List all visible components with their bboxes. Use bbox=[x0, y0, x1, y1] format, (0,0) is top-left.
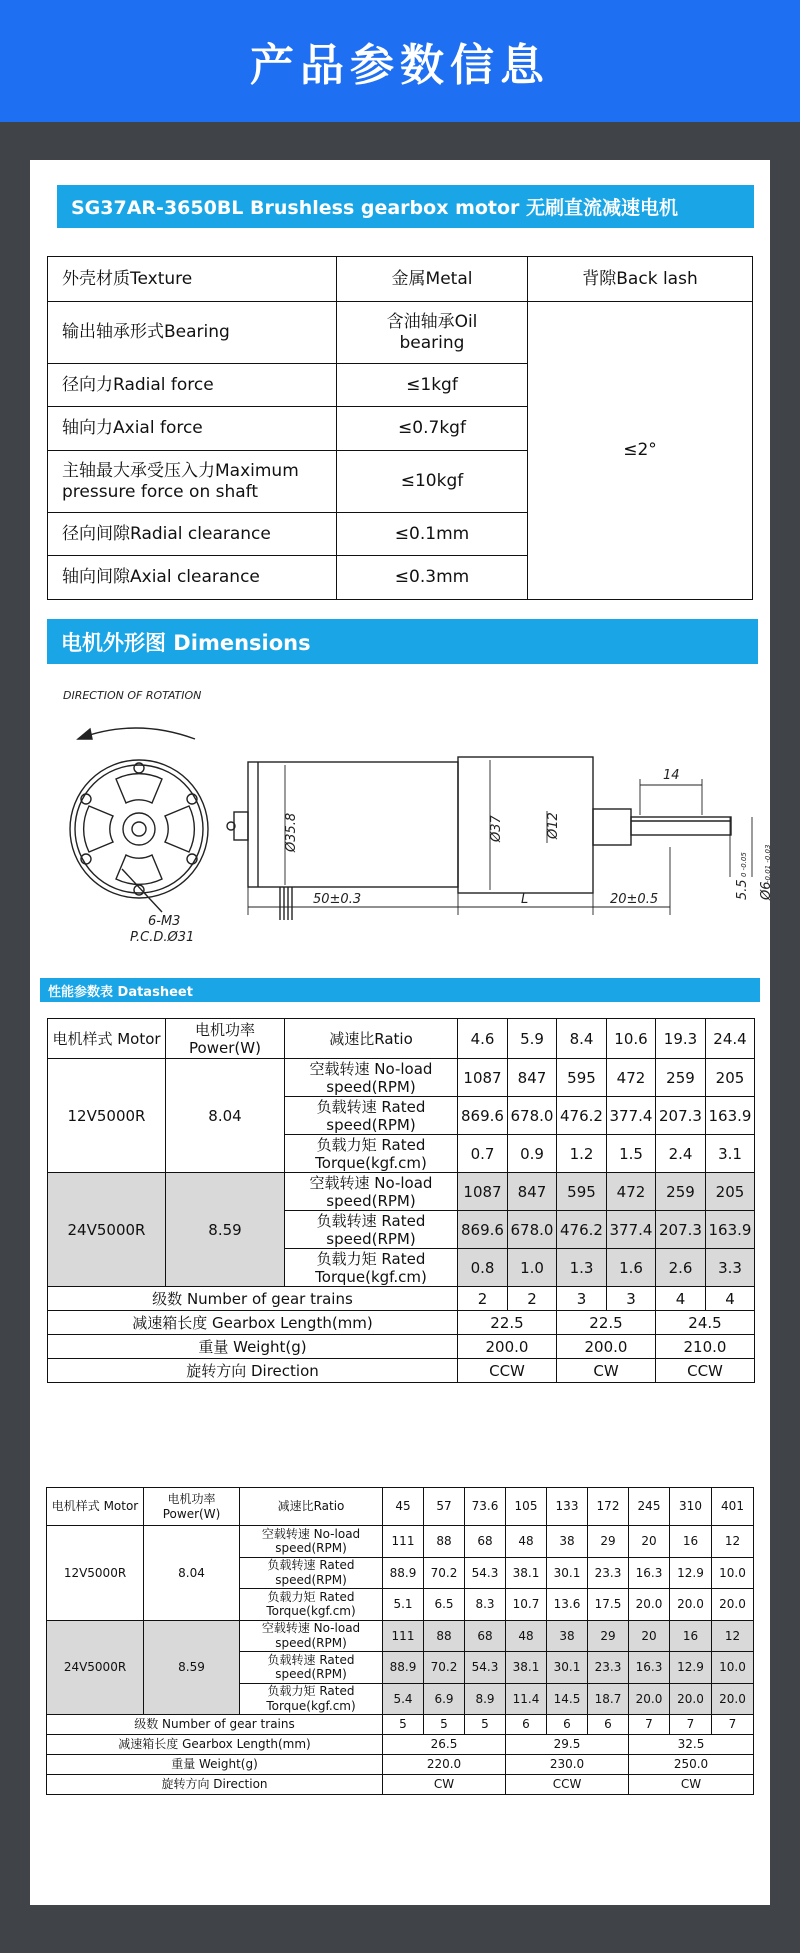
data-value: 23.3 bbox=[588, 1557, 629, 1589]
output-shaft bbox=[631, 817, 731, 835]
ratio-value: 24.4 bbox=[706, 1019, 755, 1059]
data-value: 595 bbox=[557, 1173, 607, 1211]
ratio-value: 105 bbox=[506, 1488, 547, 1526]
datasheet-table-1 bbox=[47, 1018, 755, 1383]
spec-value: ≤1kgf bbox=[337, 364, 528, 407]
data-value: 20.0 bbox=[670, 1683, 712, 1715]
data-value: 48 bbox=[506, 1526, 547, 1558]
backlash-label: 背隙Back lash bbox=[528, 257, 753, 302]
data-value: 88.9 bbox=[383, 1652, 424, 1684]
motor-name: 12V5000R bbox=[47, 1526, 144, 1621]
motor-front-outline bbox=[70, 760, 208, 898]
ratio-value: 73.6 bbox=[465, 1488, 506, 1526]
data-value: 30.1 bbox=[547, 1652, 588, 1684]
data-value: 30.1 bbox=[547, 1557, 588, 1589]
spec-value: ≤10kgf bbox=[337, 451, 528, 513]
data-value: 476.2 bbox=[557, 1211, 607, 1249]
spec-value: ≤0.7kgf bbox=[337, 407, 528, 451]
data-value: 0.8 bbox=[458, 1249, 508, 1287]
table-row bbox=[48, 1059, 755, 1097]
data-value: 38.1 bbox=[506, 1652, 547, 1684]
data-value: 6.9 bbox=[424, 1683, 465, 1715]
direction-value: CW bbox=[383, 1775, 506, 1795]
data-value: 3.3 bbox=[706, 1249, 755, 1287]
data-value: 16.3 bbox=[629, 1652, 670, 1684]
data-value: 20.0 bbox=[629, 1683, 670, 1715]
data-value: 1.5 bbox=[607, 1135, 656, 1173]
gears-label: 级数 Number of gear trains bbox=[47, 1715, 383, 1735]
data-value: 16 bbox=[670, 1526, 712, 1558]
direction-value: CCW bbox=[458, 1359, 557, 1383]
data-value: 1.3 bbox=[557, 1249, 607, 1287]
data-value: 111 bbox=[383, 1620, 424, 1652]
data-value: 163.9 bbox=[706, 1097, 755, 1135]
data-value: 847 bbox=[508, 1059, 557, 1097]
gears-label: 级数 Number of gear trains bbox=[48, 1287, 458, 1311]
data-value: 18.7 bbox=[588, 1683, 629, 1715]
data-value: 207.3 bbox=[656, 1211, 706, 1249]
length-value: 26.5 bbox=[383, 1735, 506, 1755]
data-value: 68 bbox=[465, 1620, 506, 1652]
table-row bbox=[48, 1287, 755, 1311]
gears-value: 7 bbox=[670, 1715, 712, 1735]
data-value: 23.3 bbox=[588, 1652, 629, 1684]
direction-value: CW bbox=[629, 1775, 754, 1795]
backlash-value: ≤2° bbox=[528, 302, 753, 600]
table-row bbox=[47, 1526, 754, 1558]
gears-value: 7 bbox=[712, 1715, 754, 1735]
data-value: 70.2 bbox=[424, 1652, 465, 1684]
data-value: 205 bbox=[706, 1059, 755, 1097]
data-value: 29 bbox=[588, 1620, 629, 1652]
length-value: 22.5 bbox=[557, 1311, 656, 1335]
data-value: 88 bbox=[424, 1620, 465, 1652]
weight-value: 200.0 bbox=[458, 1335, 557, 1359]
table-row bbox=[48, 1311, 755, 1335]
gears-value: 4 bbox=[706, 1287, 755, 1311]
weight-value: 210.0 bbox=[656, 1335, 755, 1359]
ratio-value: 19.3 bbox=[656, 1019, 706, 1059]
param-label: 负载转速 Rated speed(RPM) bbox=[240, 1557, 383, 1589]
table-row bbox=[48, 1359, 755, 1383]
direction-label: DIRECTION OF ROTATION bbox=[63, 689, 202, 702]
ratio-value: 133 bbox=[547, 1488, 588, 1526]
len50-label: 50±0.3 bbox=[313, 892, 362, 907]
weight-value: 200.0 bbox=[557, 1335, 656, 1359]
top-banner bbox=[0, 0, 800, 122]
spec-value: 含油轴承Oil bearing bbox=[337, 302, 528, 364]
datasheet-title: 性能参数表 Datasheet bbox=[48, 984, 193, 1000]
ratio-header: 减速比Ratio bbox=[285, 1019, 458, 1059]
data-value: 20.0 bbox=[629, 1589, 670, 1621]
length-value: 24.5 bbox=[656, 1311, 755, 1335]
data-value: 869.6 bbox=[458, 1211, 508, 1249]
param-label: 空载转速 No-load speed(RPM) bbox=[285, 1059, 458, 1097]
data-value: 869.6 bbox=[458, 1097, 508, 1135]
gears-value: 2 bbox=[508, 1287, 557, 1311]
data-value: 11.4 bbox=[506, 1683, 547, 1715]
gears-value: 6 bbox=[547, 1715, 588, 1735]
data-value: 1.6 bbox=[607, 1249, 656, 1287]
spec-label: 径向力Radial force bbox=[48, 364, 337, 407]
ratio-value: 4.6 bbox=[458, 1019, 508, 1059]
data-value: 0.9 bbox=[508, 1135, 557, 1173]
data-value: 20 bbox=[629, 1526, 670, 1558]
lenL-label: L bbox=[521, 892, 529, 907]
data-value: 48 bbox=[506, 1620, 547, 1652]
direction-value: CW bbox=[557, 1359, 656, 1383]
weight-label: 重量 Weight(g) bbox=[48, 1335, 458, 1359]
param-label: 空载转速 No-load speed(RPM) bbox=[240, 1526, 383, 1558]
ratio-value: 10.6 bbox=[607, 1019, 656, 1059]
data-value: 20.0 bbox=[712, 1683, 754, 1715]
length-label: 减速箱长度 Gearbox Length(mm) bbox=[48, 1311, 458, 1335]
gears-value: 3 bbox=[557, 1287, 607, 1311]
dimension-drawing bbox=[30, 517, 774, 957]
power-header: 电机功率 Power(W) bbox=[166, 1019, 285, 1059]
motor-body bbox=[248, 762, 458, 887]
gears-value: 7 bbox=[629, 1715, 670, 1735]
spec-label: 轴向力Axial force bbox=[48, 407, 337, 451]
gears-value: 6 bbox=[506, 1715, 547, 1735]
screw-label: 6-M3 bbox=[148, 914, 181, 929]
d6-label: Ø6 bbox=[759, 881, 774, 900]
banner-title: 产品参数信息 bbox=[250, 40, 550, 91]
motor-power: 8.04 bbox=[166, 1059, 285, 1173]
data-value: 38 bbox=[547, 1620, 588, 1652]
data-value: 678.0 bbox=[508, 1211, 557, 1249]
motor-header: 电机样式 Motor bbox=[48, 1019, 166, 1059]
product-title-bar bbox=[57, 185, 754, 228]
data-value: 29 bbox=[588, 1526, 629, 1558]
motor-power: 8.04 bbox=[144, 1526, 240, 1621]
data-value: 8.9 bbox=[465, 1683, 506, 1715]
gears-value: 4 bbox=[656, 1287, 706, 1311]
direction-label: 旋转方向 Direction bbox=[47, 1775, 383, 1795]
data-value: 1.0 bbox=[508, 1249, 557, 1287]
data-value: 54.3 bbox=[465, 1557, 506, 1589]
table-row bbox=[47, 1488, 754, 1526]
data-value: 5.4 bbox=[383, 1683, 424, 1715]
shaft-hub bbox=[123, 813, 155, 845]
length-value: 29.5 bbox=[506, 1735, 629, 1755]
data-value: 38 bbox=[547, 1526, 588, 1558]
data-value: 678.0 bbox=[508, 1097, 557, 1135]
gears-value: 2 bbox=[458, 1287, 508, 1311]
spec-label: 主轴最大承受压入力Maximum pressure force on shaft bbox=[48, 451, 337, 513]
table-row bbox=[48, 1173, 755, 1211]
weight-label: 重量 Weight(g) bbox=[47, 1755, 383, 1775]
d37-label: Ø37 bbox=[489, 815, 504, 842]
data-value: 12.9 bbox=[670, 1557, 712, 1589]
gears-value: 5 bbox=[383, 1715, 424, 1735]
spec-label: 轴向间隙Axial clearance bbox=[48, 556, 337, 600]
data-value: 20.0 bbox=[712, 1589, 754, 1621]
data-value: 70.2 bbox=[424, 1557, 465, 1589]
data-value: 54.3 bbox=[465, 1652, 506, 1684]
table-row bbox=[48, 1335, 755, 1359]
gears-value: 3 bbox=[607, 1287, 656, 1311]
motor-power: 8.59 bbox=[144, 1620, 240, 1715]
data-value: 12 bbox=[712, 1620, 754, 1652]
data-value: 20.0 bbox=[670, 1589, 712, 1621]
ratio-value: 45 bbox=[383, 1488, 424, 1526]
data-value: 207.3 bbox=[656, 1097, 706, 1135]
spec-label: 外壳材质Texture bbox=[48, 257, 337, 302]
weight-value: 220.0 bbox=[383, 1755, 506, 1775]
rotation-arrow bbox=[78, 728, 195, 739]
ratio-value: 5.9 bbox=[508, 1019, 557, 1059]
data-value: 163.9 bbox=[706, 1211, 755, 1249]
data-value: 847 bbox=[508, 1173, 557, 1211]
param-label: 负载转速 Rated speed(RPM) bbox=[285, 1211, 458, 1249]
spec-sheet bbox=[30, 160, 770, 1905]
flat-label: 5.5 bbox=[735, 879, 750, 900]
data-value: 377.4 bbox=[607, 1097, 656, 1135]
flat-tolerance: 0 -0.05 bbox=[740, 852, 748, 877]
ratio-value: 8.4 bbox=[557, 1019, 607, 1059]
len14-label: 14 bbox=[663, 768, 680, 783]
param-label: 负载力矩 Rated Torque(kgf.cm) bbox=[240, 1683, 383, 1715]
length-value: 32.5 bbox=[629, 1735, 754, 1755]
datasheet-bar bbox=[40, 978, 760, 1002]
param-label: 空载转速 No-load speed(RPM) bbox=[240, 1620, 383, 1652]
data-value: 5.1 bbox=[383, 1589, 424, 1621]
spec-value: ≤0.3mm bbox=[337, 556, 528, 600]
data-value: 16.3 bbox=[629, 1557, 670, 1589]
data-value: 13.6 bbox=[547, 1589, 588, 1621]
param-label: 空载转速 No-load speed(RPM) bbox=[285, 1173, 458, 1211]
data-value: 1.2 bbox=[557, 1135, 607, 1173]
gearbox-body bbox=[458, 757, 593, 893]
power-header: 电机功率 Power(W) bbox=[144, 1488, 240, 1526]
data-value: 472 bbox=[607, 1059, 656, 1097]
ratio-value: 245 bbox=[629, 1488, 670, 1526]
direction-label: 旋转方向 Direction bbox=[48, 1359, 458, 1383]
ratio-header: 减速比Ratio bbox=[240, 1488, 383, 1526]
spec-value: ≤0.1mm bbox=[337, 513, 528, 556]
d6-tolerance: -0.01 -0.03 bbox=[764, 844, 772, 883]
data-value: 10.0 bbox=[712, 1557, 754, 1589]
datasheet-table-2 bbox=[46, 1487, 754, 1795]
table-row bbox=[48, 1019, 755, 1059]
table-row bbox=[47, 1755, 754, 1775]
data-value: 2.6 bbox=[656, 1249, 706, 1287]
data-value: 12 bbox=[712, 1526, 754, 1558]
data-value: 0.7 bbox=[458, 1135, 508, 1173]
data-value: 38.1 bbox=[506, 1557, 547, 1589]
data-value: 88 bbox=[424, 1526, 465, 1558]
weight-value: 230.0 bbox=[506, 1755, 629, 1775]
data-value: 2.4 bbox=[656, 1135, 706, 1173]
gears-value: 6 bbox=[588, 1715, 629, 1735]
data-value: 8.3 bbox=[465, 1589, 506, 1621]
param-label: 负载力矩 Rated Torque(kgf.cm) bbox=[240, 1589, 383, 1621]
data-value: 10.0 bbox=[712, 1652, 754, 1684]
data-value: 1087 bbox=[458, 1059, 508, 1097]
data-value: 472 bbox=[607, 1173, 656, 1211]
data-value: 259 bbox=[656, 1059, 706, 1097]
ratio-value: 57 bbox=[424, 1488, 465, 1526]
direction-value: CCW bbox=[656, 1359, 755, 1383]
motor-name: 24V5000R bbox=[47, 1620, 144, 1715]
data-value: 6.5 bbox=[424, 1589, 465, 1621]
data-value: 476.2 bbox=[557, 1097, 607, 1135]
table-row bbox=[47, 1715, 754, 1735]
length-label: 减速箱长度 Gearbox Length(mm) bbox=[47, 1735, 383, 1755]
spec-label: 输出轴承形式Bearing bbox=[48, 302, 337, 364]
d358-label: Ø35.8 bbox=[284, 812, 299, 852]
product-title: SG37AR-3650BL Brushless gearbox motor 无刷直流减速电机 bbox=[71, 197, 679, 219]
param-label: 负载力矩 Rated Torque(kgf.cm) bbox=[285, 1249, 458, 1287]
table-row bbox=[47, 1775, 754, 1795]
data-value: 205 bbox=[706, 1173, 755, 1211]
d12-label: Ø12 bbox=[546, 812, 561, 839]
data-value: 111 bbox=[383, 1526, 424, 1558]
motor-name: 12V5000R bbox=[48, 1059, 166, 1173]
param-label: 负载转速 Rated speed(RPM) bbox=[240, 1652, 383, 1684]
motor-header: 电机样式 Motor bbox=[47, 1488, 144, 1526]
length-value: 22.5 bbox=[458, 1311, 557, 1335]
spec-row bbox=[48, 257, 753, 302]
table-row bbox=[47, 1620, 754, 1652]
direction-value: CCW bbox=[506, 1775, 629, 1795]
data-value: 10.7 bbox=[506, 1589, 547, 1621]
len20-label: 20±0.5 bbox=[610, 892, 659, 907]
data-value: 68 bbox=[465, 1526, 506, 1558]
ratio-value: 310 bbox=[670, 1488, 712, 1526]
gears-value: 5 bbox=[465, 1715, 506, 1735]
motor-power: 8.59 bbox=[166, 1173, 285, 1287]
dimensions-title: 电机外形图 Dimensions bbox=[61, 630, 311, 655]
table-row bbox=[47, 1735, 754, 1755]
data-value: 259 bbox=[656, 1173, 706, 1211]
data-value: 17.5 bbox=[588, 1589, 629, 1621]
data-value: 12.9 bbox=[670, 1652, 712, 1684]
ratio-value: 172 bbox=[588, 1488, 629, 1526]
data-value: 3.1 bbox=[706, 1135, 755, 1173]
ratio-value: 401 bbox=[712, 1488, 754, 1526]
spec-value: 金属Metal bbox=[337, 257, 528, 302]
spec-row bbox=[48, 302, 753, 364]
gears-value: 5 bbox=[424, 1715, 465, 1735]
pcd-label: P.C.D.Ø31 bbox=[130, 930, 195, 945]
data-value: 88.9 bbox=[383, 1557, 424, 1589]
param-label: 负载力矩 Rated Torque(kgf.cm) bbox=[285, 1135, 458, 1173]
data-value: 377.4 bbox=[607, 1211, 656, 1249]
spec-label: 径向间隙Radial clearance bbox=[48, 513, 337, 556]
data-value: 14.5 bbox=[547, 1683, 588, 1715]
param-label: 负载转速 Rated speed(RPM) bbox=[285, 1097, 458, 1135]
weight-value: 250.0 bbox=[629, 1755, 754, 1775]
data-value: 16 bbox=[670, 1620, 712, 1652]
data-value: 20 bbox=[629, 1620, 670, 1652]
motor-name: 24V5000R bbox=[48, 1173, 166, 1287]
data-value: 1087 bbox=[458, 1173, 508, 1211]
data-value: 595 bbox=[557, 1059, 607, 1097]
